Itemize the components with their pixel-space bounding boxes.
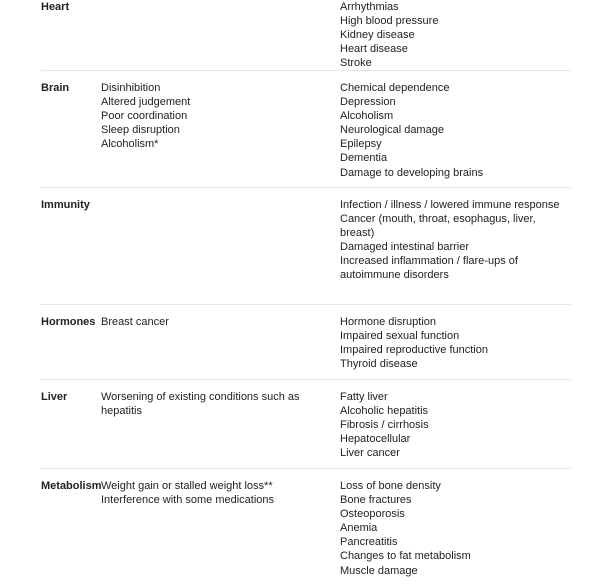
list-item: Bone fractures: [340, 494, 412, 507]
short-term-effects: [101, 479, 340, 579]
list-item: Damage to developing brains: [340, 166, 484, 179]
short-term-effects: [101, 198, 340, 296]
list-item: Chemical dependence: [340, 82, 450, 94]
list-item: Sleep disruption: [101, 124, 180, 137]
list-item: Changes to fat metabolism: [340, 550, 471, 563]
list-item: Disinhibition: [101, 82, 161, 94]
organ-label: Heart: [41, 1, 70, 13]
short-term-effects: [101, 390, 340, 460]
table-row-heart: [41, 0, 571, 71]
long-term-effects: [340, 315, 571, 371]
organ-label: Immunity: [41, 199, 90, 211]
long-term-effects: [340, 0, 571, 70]
table-row-hormones: [41, 305, 571, 380]
list-item: Heart disease: [340, 43, 408, 56]
list-item: Fibrosis / cirrhosis: [340, 419, 429, 432]
short-term-effects: [101, 81, 340, 179]
list-item: Altered judgement: [101, 96, 191, 109]
list-item: Hepatocellular: [340, 433, 411, 446]
list-item: Stroke: [340, 57, 372, 70]
long-term-effects: [340, 479, 571, 579]
long-term-effects: [340, 390, 571, 460]
list-item: Impaired reproductive function: [340, 344, 488, 357]
list-item: Depression: [340, 96, 396, 109]
list-item: Alcoholism: [340, 110, 394, 123]
list-item: Anemia: [340, 522, 378, 535]
list-item: Infection / illness / lowered immune response: [340, 199, 560, 211]
list-item: Increased inflammation / flare-ups of autoimmune disorders: [340, 255, 518, 282]
list-item: Neurological damage: [340, 124, 444, 137]
list-item: Arrhythmias: [340, 1, 399, 13]
list-item: Liver cancer: [340, 447, 400, 460]
list-item: Alcoholic hepatitis: [340, 405, 429, 418]
list-item: Damaged intestinal barrier: [340, 241, 470, 254]
short-term-effects: [101, 315, 340, 371]
effects-table: [41, 0, 571, 587]
list-item: Kidney disease: [340, 29, 415, 42]
list-item: Breast cancer: [101, 316, 169, 328]
list-item: Alcoholism*: [101, 138, 159, 151]
organ-label: Hormones: [41, 316, 96, 328]
list-item: Hormone disruption: [340, 316, 436, 328]
list-item: Impaired sexual function: [340, 330, 460, 343]
long-term-effects: [340, 198, 571, 296]
table-row-metabolism: [41, 469, 571, 587]
short-term-effects: [101, 0, 340, 62]
organ-label: Liver: [41, 391, 68, 403]
list-item: Worsening of existing conditions such as hepatitis: [101, 391, 300, 418]
list-item: Osteoporosis: [340, 508, 405, 521]
long-term-effects: [340, 81, 571, 179]
list-item: Dementia: [340, 152, 388, 165]
list-item: Pancreatitis: [340, 536, 398, 549]
list-item: High blood pressure: [340, 15, 439, 28]
list-item: Epilepsy: [340, 138, 382, 151]
organ-label: Metabolism: [41, 480, 102, 492]
list-item: Poor coordination: [101, 110, 188, 123]
list-item: Interference with some medications: [101, 494, 275, 507]
table-row-brain: [41, 71, 571, 188]
list-item: Cancer (mouth, throat, esophagus, liver, breast): [340, 213, 536, 240]
table-row-immunity: [41, 188, 571, 305]
list-item: Loss of bone density: [340, 480, 441, 492]
list-item: Weight gain or stalled weight loss**: [101, 480, 273, 492]
organ-label: Brain: [41, 82, 70, 94]
list-item: Thyroid disease: [340, 358, 418, 371]
list-item: Fatty liver: [340, 391, 388, 403]
list-item: Muscle damage: [340, 564, 418, 577]
table-row-liver: [41, 380, 571, 469]
